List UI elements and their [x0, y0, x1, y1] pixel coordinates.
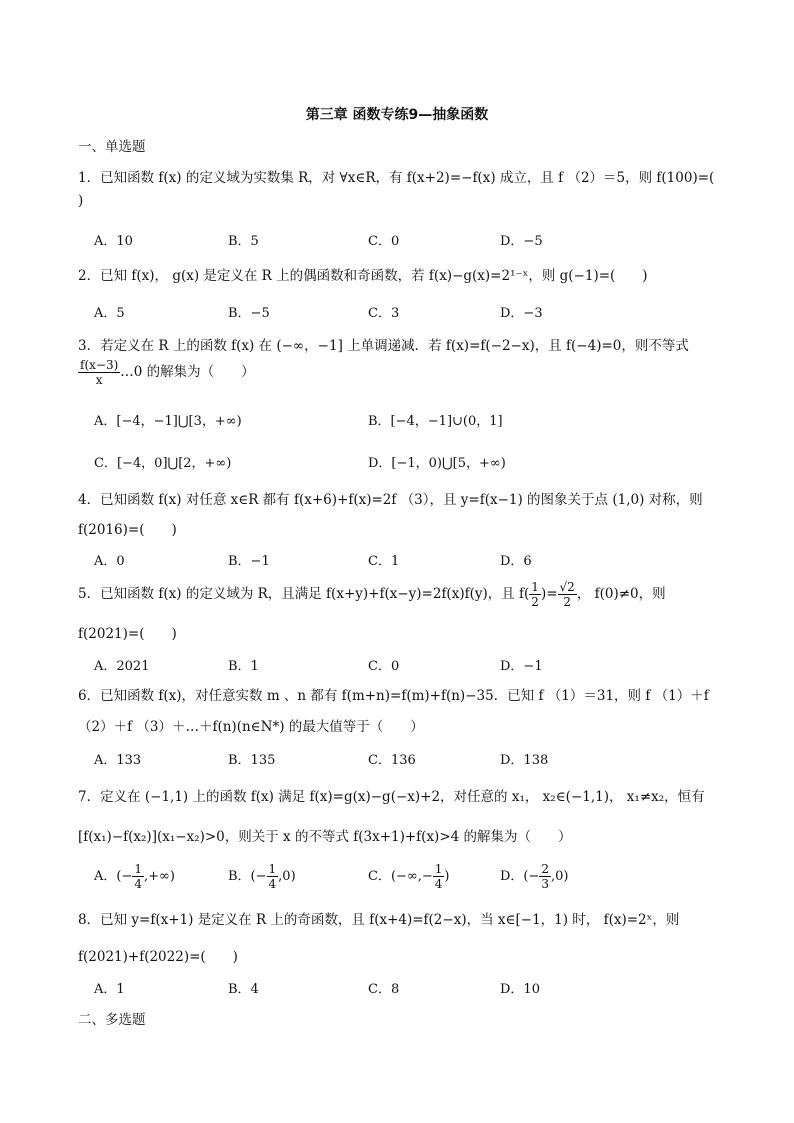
- question-6-option-b: B．135: [228, 753, 276, 768]
- option-text: A．(−: [94, 869, 133, 884]
- option-fraction: [539, 862, 551, 891]
- question-4-option-c: C．1: [368, 554, 400, 569]
- fraction-numerator: 1: [268, 862, 277, 876]
- question-8-option-c: C．8: [368, 982, 400, 997]
- question-6-line-2: （2）＋f （3）＋…＋f(n)(n∈N*) 的最大值等于（ ）: [78, 719, 424, 735]
- question-5-text-c: ， f(0)≠0，则: [576, 586, 666, 602]
- question-5-text-a: 5．已知函数 f(x) 的定义域为 R，且满足 f(x+y)+f(x−y)=2f(x)f(y)，且 f(: [78, 586, 530, 602]
- question-5-option-d: D．−1: [500, 659, 543, 674]
- question-1-option-c: C．0: [368, 234, 400, 249]
- question-8-option-a: A．1: [94, 982, 125, 997]
- section-heading-multi: 二、多选题: [78, 1012, 146, 1028]
- question-6-line-1: 6．已知函数 f(x)，对任意实数 m 、n 都有 f(m+n)=f(m)+f(n)−35．已知 f （1）＝31，则 f （1）＋f: [78, 688, 709, 704]
- fraction-numerator: 1: [434, 862, 443, 876]
- question-4-option-d: D．6: [500, 554, 532, 569]
- option-fraction: [132, 862, 144, 891]
- fraction-denominator: 3: [541, 877, 550, 891]
- fraction-numerator: 1: [134, 862, 142, 876]
- question-7-option-d: [500, 862, 569, 891]
- question-7-option-b: [228, 862, 296, 891]
- section-heading-single: 一、单选题: [78, 139, 146, 155]
- question-5-option-c: C．0: [368, 659, 400, 674]
- question-8-option-b: B．4: [228, 982, 259, 997]
- page-title: 第三章 函数专练9—抽象函数: [305, 107, 489, 123]
- question-1-option-d: D．−5: [500, 234, 543, 249]
- question-1-option-b: B．5: [228, 234, 259, 249]
- fraction-numerator: 1: [531, 580, 539, 594]
- question-7-line-2: [f(x₁)−f(x₂)](x₁−x₂)>0，则关于 x 的不等式 f(3x+1)+f(x)>4 的解集为（ ）: [78, 829, 572, 845]
- question-6-option-d: D．138: [500, 753, 549, 768]
- fraction-numerator: 2: [541, 862, 550, 876]
- question-5-text-b: )=: [540, 586, 558, 602]
- question-8-option-d: D．10: [500, 982, 540, 997]
- option-fraction: [267, 862, 279, 891]
- question-4-option-a: A．0: [94, 554, 125, 569]
- question-3-option-b: B．[−4，−1]∪(0，1]: [368, 414, 503, 429]
- question-3-line-1: 3．若定义在 R 上的函数 f(x) 在 (−∞，−1] 上单调递减．若 f(x)=f(−2−x)，且 f(−4)=0，则不等式: [78, 338, 689, 354]
- fraction-denominator: 2: [531, 595, 539, 609]
- option-text: ,0): [551, 869, 569, 884]
- question-4-option-b: B．−1: [228, 554, 270, 569]
- question-3-line-2: [78, 358, 255, 387]
- question-7-line-1: 7．定义在 (−1,1) 上的函数 f(x) 满足 f(x)=g(x)−g(−x)+2，对任意的 x₁， x₂∈(−1,1)， x₁≠x₂，恒有: [78, 789, 705, 805]
- fraction-denominator: 4: [134, 877, 142, 891]
- question-4-line-1: 4．已知函数 f(x) 对任意 x∈R 都有 f(x+6)+f(x)=2f （3），且 y=f(x−1) 的图象关于点 (1,0) 对称，则: [78, 492, 703, 508]
- question-3-option-c: C．[−4，0]⋃[2，+∞): [94, 456, 232, 471]
- fraction-denominator: 4: [434, 877, 443, 891]
- question-2-option-b: B．−5: [228, 306, 270, 321]
- question-8-line-2: f(2021)+f(2022)=( ): [78, 949, 238, 965]
- question-2-line-1: 2．已知 f(x)， g(x) 是定义在 R 上的偶函数和奇函数，若 f(x)−g(x)=2¹⁻ˣ，则 g(−1)=( ): [78, 268, 648, 284]
- question-2-option-d: D．−3: [500, 306, 543, 321]
- question-5-option-a: A．2021: [94, 659, 150, 674]
- question-3-option-d: D．[−1，0)⋃[5，+∞): [368, 456, 506, 471]
- question-5-line-1: [78, 580, 666, 609]
- question-5-fraction-root2: [558, 580, 577, 609]
- question-5-option-b: B．1: [228, 659, 259, 674]
- question-8-line-1: 8．已知 y=f(x+1) 是定义在 R 上的奇函数，且 f(x+4)=f(2−x)，当 x∈[−1，1) 时， f(x)=2ˣ，则: [78, 912, 680, 928]
- question-7-option-c: [368, 862, 449, 891]
- fraction-denominator: x: [95, 373, 103, 387]
- fraction-denominator: 2: [563, 595, 571, 609]
- question-5-line-2: f(2021)=( ): [78, 626, 177, 642]
- question-1-line-2: ): [78, 193, 84, 209]
- option-text: B．(−: [228, 869, 267, 884]
- fraction-numerator: f(x−3): [80, 358, 119, 372]
- question-6-option-a: A．133: [94, 753, 142, 768]
- question-3-line-2-text: …0 的解集为（ ）: [120, 364, 255, 380]
- option-text: ,+∞): [144, 869, 175, 884]
- option-text: D．(−: [500, 869, 540, 884]
- question-3-fraction: [78, 358, 120, 387]
- question-2-option-a: A．5: [94, 306, 125, 321]
- question-3-option-a: A．[−4，−1]⋃[3，+∞): [94, 414, 242, 429]
- option-fraction: [433, 862, 445, 891]
- option-text: ,0): [278, 869, 296, 884]
- option-text: C．(−∞,−: [368, 869, 433, 884]
- question-6-option-c: C．136: [368, 753, 416, 768]
- question-7-option-a: [94, 862, 175, 891]
- option-text: ): [444, 869, 450, 884]
- question-4-line-2: f(2016)=( ): [78, 522, 177, 538]
- fraction-denominator: 4: [268, 877, 277, 891]
- fraction-numerator: √2: [559, 580, 575, 594]
- question-2-option-c: C．3: [368, 306, 400, 321]
- question-5-fraction-half: [529, 580, 541, 609]
- question-1-line-1: 1．已知函数 f(x) 的定义域为实数集 R，对 ∀x∈R，有 f(x+2)=−f(x) 成立，且 f （2）＝5，则 f(100)=(: [78, 170, 715, 186]
- question-1-option-a: A．10: [94, 234, 133, 249]
